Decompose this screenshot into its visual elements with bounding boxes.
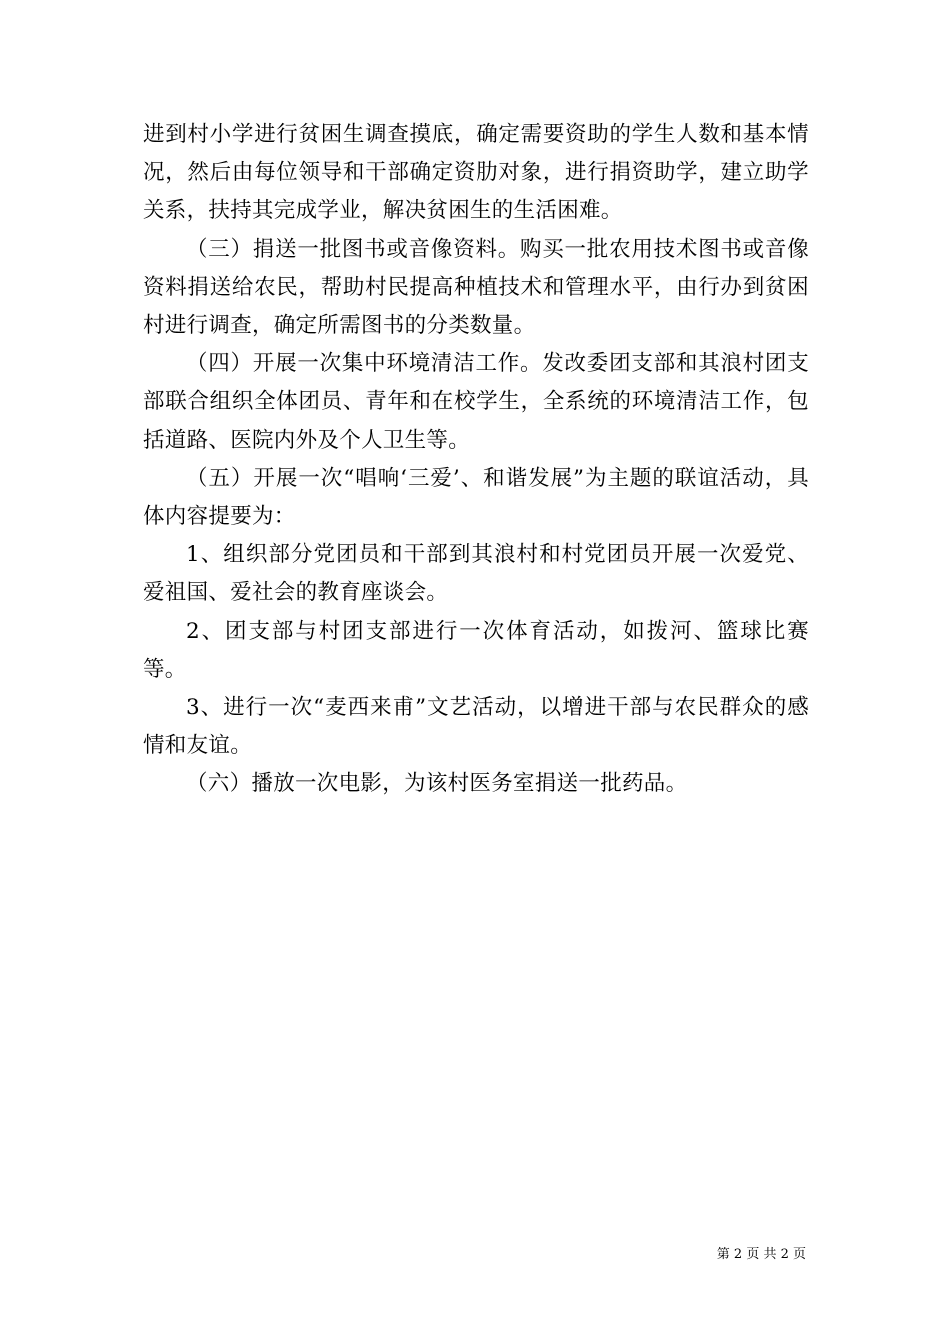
page-number-footer: 第 2 页 共 2 页 <box>716 1247 806 1262</box>
paragraph-item-3: （三）捐送一批图书或音像资料。购买一批农用技术图书或音像资料捐送给农民，帮助村民提高种植技术和管理水平，由行办到贫困村进行调查，确定所需图书的分类数量。 <box>143 236 809 339</box>
paragraph-continuation: 进到村小学进行贫困生调查摸底，确定需要资助的学生人数和基本情况，然后由每位领导和干部确定资肋对象，进行捐资助学，建立助学关系，扶持其完成学业，解决贫困生的生活困难。 <box>143 122 809 224</box>
paragraph-subitem-2: 2、团支部与村团支部进行一次体育活动，如拨河、篮球比赛等。 <box>143 618 809 682</box>
paragraph-item-4: （四）开展一次集中环境清洁工作。发改委团支部和其浪村团支部联合组织全体团员、青年和在校学生，全系统的环境清洁工作，包括道路、医院内外及个人卫生等。 <box>143 351 809 453</box>
document-body <box>143 116 809 804</box>
paragraph-item-6: （六）播放一次电影，为该村医务室捐送一批药品。 <box>186 771 688 797</box>
paragraph-subitem-3: 3、进行一次“麦西来甫”文艺活动，以增进干部与农民群众的感情和友谊。 <box>143 695 809 759</box>
paragraph-item-5: （五）开展一次“唱响‘三爱’、和谐发展”为主题的联谊活动，具体内容提要为： <box>143 465 809 530</box>
paragraph-subitem-1: 1、组织部分党团员和干部到其浪村和村党团员开展一次爱党、爱祖国、爱社会的教育座谈会。 <box>143 542 809 606</box>
